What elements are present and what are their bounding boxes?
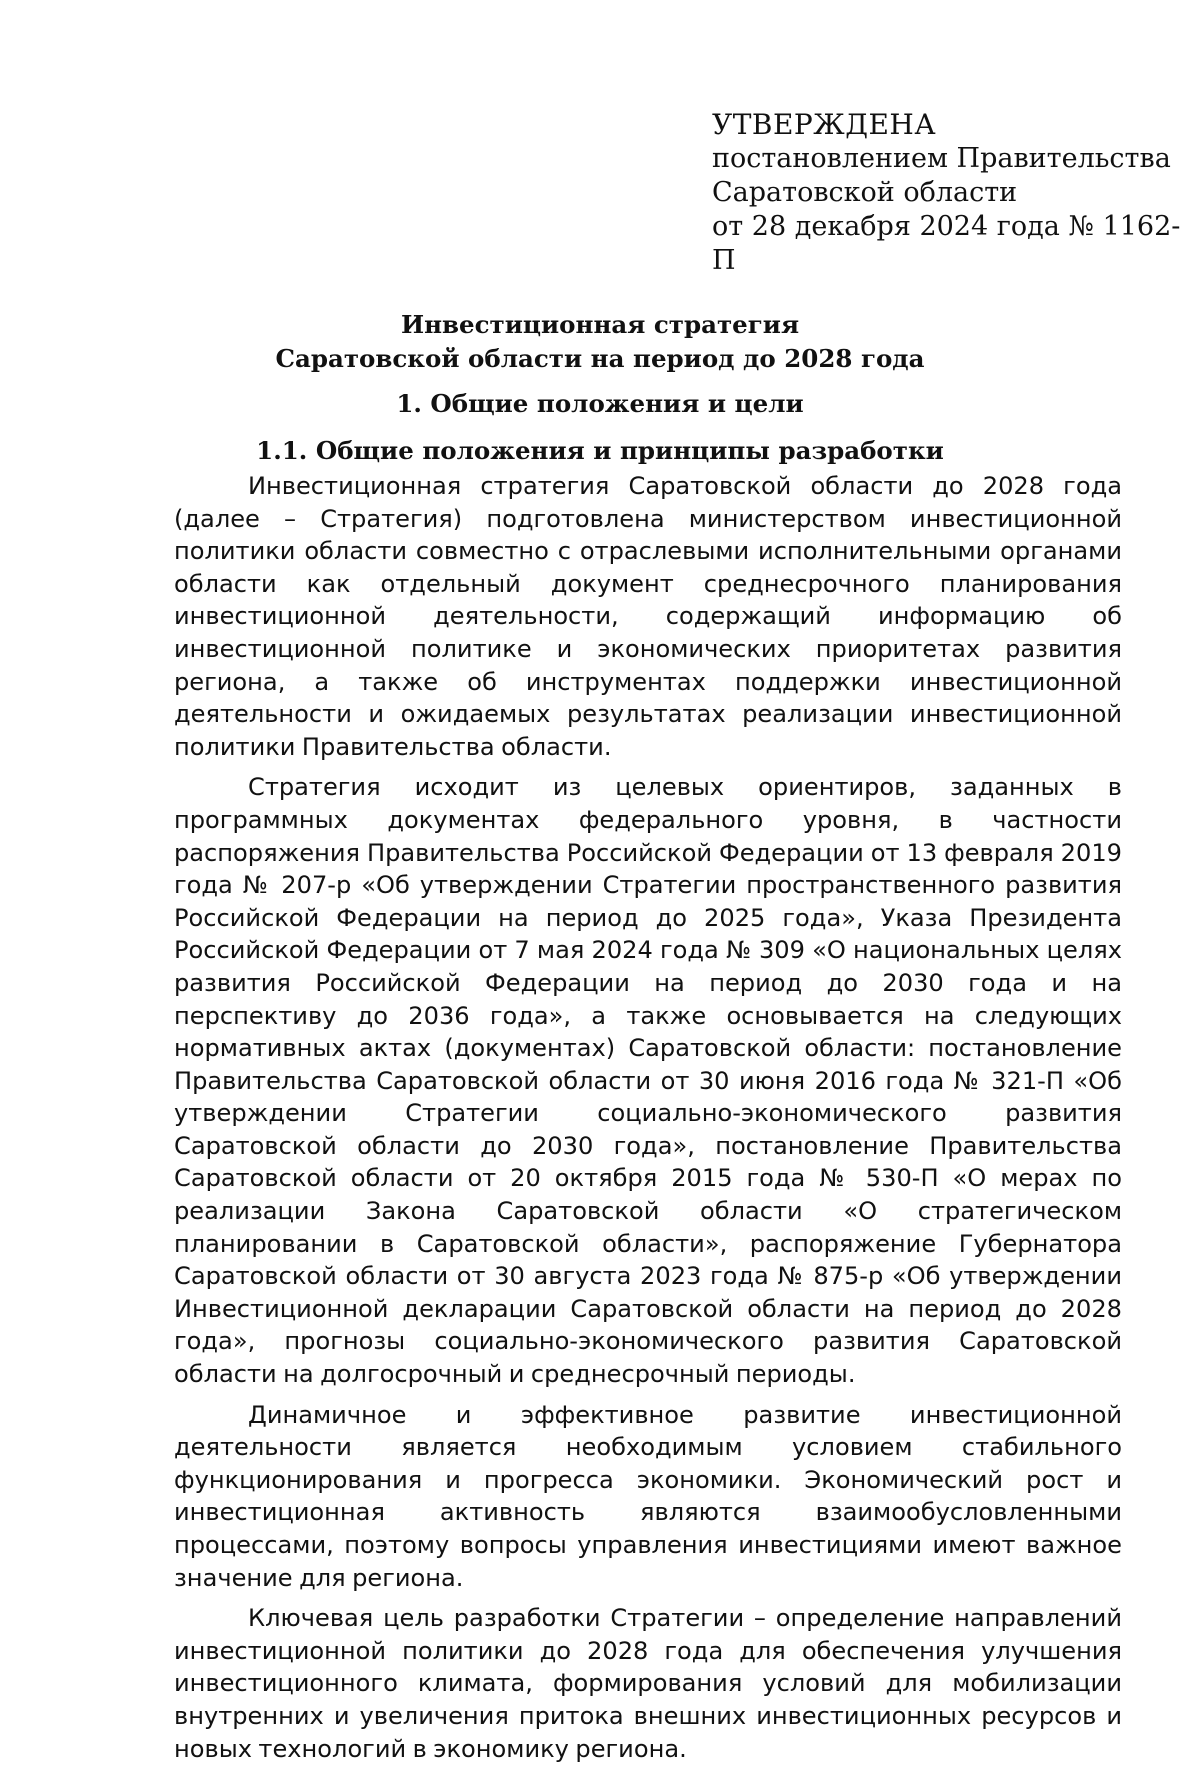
paragraph-2: Стратегия исходит из целевых ориентиров, заданных в программных документах федерального уровня, в частности распоряжения Правительства Российской Федерации от 13 февраля 2019 года № 207-р «Об утверждении Стратегии пространственного развития Российской Федерации на период до 2025 года», Указа Президента Российской Федерации от 7 мая 2024 года № 309 «О национальных целях развития Российской Федерации на период до 2030 года и на перспективу до 2036 года», а также основывается на следующих нормативных актах (документах) Саратовской области: постановление Правительства Саратовской области от 30 июня 2016 года № 321-П «Об утверждении Стратегии социально-экономического развития Саратовской области до 2030 года», постановление Правительства Саратовской области от 20 октября 2015 года № 530-П «О мерах по реализации Закона Саратовской области «О стратегическом планировании в Саратовской области», распоряжение Губернатора Саратовской области от 30 августа 2023 года № 875-р «Об утверждении Инвестиционной декларации Саратовской области на период до 2028 года», прогнозы социально-экономического развития Саратовской области на долгосрочный и среднесрочный периоды. xyxy=(174,773,1122,1389)
document-body xyxy=(174,470,1122,1773)
approval-line-1: постановлением Правительства xyxy=(712,143,1171,174)
approval-line-3: от 28 декабря 2024 года № 1162-П xyxy=(712,211,1181,276)
approval-line-2: Саратовской области xyxy=(712,177,1018,208)
approval-stamp xyxy=(712,108,1200,278)
paragraph-1: Инвестиционная стратегия Саратовской области до 2028 года (далее – Стратегия) подготовлена министерством инвестиционной политики области совместно с отраслевыми исполнительными органами области как отдельный документ среднесрочного планирования инвестиционной деятельности, содержащий информацию об инвестиционной политике и экономических приоритетах развития региона, а также об инструментах поддержки инвестиционной деятельности и ожидаемых результатах реализации инвестиционной политики Правительства области. xyxy=(174,472,1122,761)
document-title-line-2: Саратовской области на период до 2028 года xyxy=(275,344,925,373)
document-title-line-1: Инвестиционная стратегия xyxy=(400,310,800,339)
section-heading-1: 1. Общие положения и цели xyxy=(396,389,804,418)
paragraph-3: Динамичное и эффективное развитие инвестиционной деятельности является необходимым условием стабильного функционирования и прогресса экономики. Экономический рост и инвестиционная активность являются взаимообусловленными процессами, поэтому вопросы управления инвестициями имеют важное значение для региона. xyxy=(174,1400,1122,1592)
approval-title: УТВЕРЖДЕНА xyxy=(712,108,937,141)
section-heading-1-1: 1.1. Общие положения и принципы разработки xyxy=(256,436,944,465)
document-title xyxy=(0,308,1200,376)
paragraph-4: Ключевая цель разработки Стратегии – определение направлений инвестиционной политики до 2028 года для обеспечения улучшения инвестиционного климата, формирования условий для мобилизации внутренних и увеличения притока внешних инвестиционных ресурсов и новых технологий в экономику региона. xyxy=(174,1604,1122,1763)
